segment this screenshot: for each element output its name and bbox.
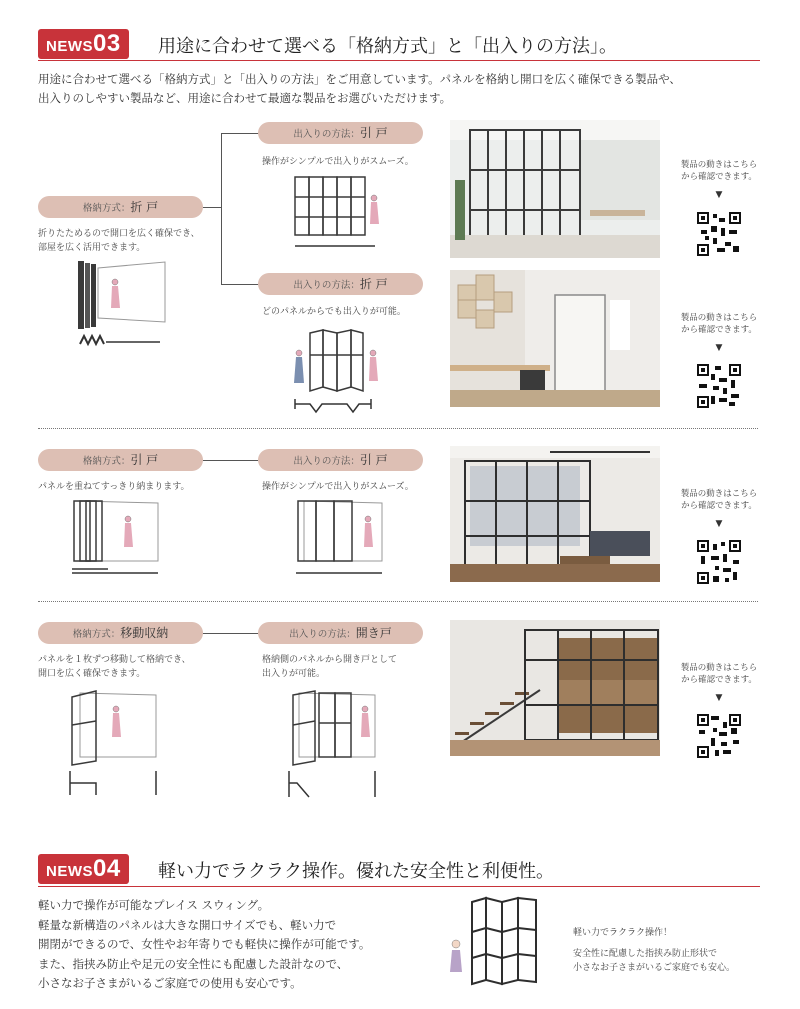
- row3-exit1-desc: [262, 653, 397, 681]
- row2-exit1-desc: 操作がシンプルで出入りがスムーズ。: [262, 482, 414, 492]
- row1-exit1-qr-text: [664, 159, 774, 183]
- news03-intro: [38, 70, 681, 108]
- row1-exit1-pill: [258, 122, 423, 144]
- row1-exit1-desc: 操作がシンプルで出入りがスムーズ。: [262, 157, 414, 167]
- news04-body-line4: また、指挟み防止や足元の安全性にも配慮した設計なので、: [38, 956, 349, 971]
- row1-exit1-photo: [450, 120, 660, 258]
- news04-body: [38, 896, 370, 994]
- row1-exit2-qr-text-line1: 製品の動きはこちら: [680, 313, 758, 323]
- news03-badge-number: 03: [93, 30, 121, 57]
- row1-exit1-qr-text-line2: から確認できます。: [681, 172, 757, 182]
- news04-body-line1: 軽い力で操作が可能なプレイス スウィング。: [38, 898, 270, 912]
- row3-exit1-desc-line2: 出入りが可能。: [262, 669, 326, 679]
- news04-badge-number: 04: [93, 855, 121, 882]
- row1-storage-pill: [38, 196, 203, 218]
- row3-exit1-label: 出入りの方法：: [289, 629, 356, 640]
- news04-caption2-line2: 小さなお子さまがいるご家庭でも安心。: [573, 963, 736, 973]
- news04-badge-prefix: NEWS: [46, 863, 93, 880]
- row2-storage-label: 格納方式：: [82, 456, 131, 467]
- row2-exit1-qr-text-line2: から確認できます。: [681, 501, 757, 511]
- row3-exit1-desc-line1: 格納側のパネルから開き戸として: [262, 655, 398, 665]
- row3-storage-value: 移動収納: [120, 626, 169, 640]
- row1-storage-desc-line1: 折りたためるので開口を広く確保でき、: [38, 229, 200, 239]
- row2-exit1-value: 引 戸: [359, 453, 388, 467]
- news04-caption1: 軽い力でラクラク操作！: [573, 928, 673, 938]
- row3-exit1-qr-text-line2: から確認できます。: [681, 675, 757, 685]
- row3-storage-pill: [38, 622, 203, 644]
- divider-2: [38, 601, 758, 602]
- news04-rule: [38, 886, 760, 887]
- news03-badge-prefix: NEWS: [46, 38, 93, 55]
- row1-exit2-label: 出入りの方法：: [293, 280, 360, 291]
- news04-caption2-line1: 安全性に配慮した指挟み防止形状で: [573, 949, 718, 959]
- row1-exit2-qr-code[interactable]: [697, 364, 741, 408]
- row3-exit1-qr-text: [664, 662, 774, 686]
- row1-connector-vertical: [221, 133, 222, 284]
- news04-caption2: [573, 947, 735, 975]
- row3-exit1-pill: [258, 622, 423, 644]
- row1-storage-desc: [38, 227, 200, 255]
- row2-exit1-qr-arrow: ▼: [715, 519, 723, 529]
- news04-illustration: [440, 892, 560, 992]
- row1-exit1-qr-text-line1: 製品の動きはこちら: [680, 160, 758, 170]
- row1-exit1-label: 出入りの方法：: [293, 129, 360, 140]
- row1-exit1-illustration: [290, 172, 390, 252]
- row2-storage-value: 引 戸: [130, 453, 159, 467]
- row3-connector: [203, 633, 258, 634]
- row1-exit2-qr-text: [664, 312, 774, 336]
- news03-badge: [38, 29, 129, 59]
- row1-exit2-qr-arrow: ▼: [715, 343, 723, 353]
- row3-exit1-qr-code[interactable]: [697, 714, 741, 758]
- row3-storage-desc-line2: 開口を広く確保できます。: [38, 669, 146, 679]
- row3-exit1-qr-text-line1: 製品の動きはこちら: [680, 663, 758, 673]
- row1-connector-stub: [203, 207, 221, 208]
- news04-body-line5: 小さなお子さまがいるご家庭での使用も安心です。: [38, 976, 302, 990]
- news03-rule: [38, 60, 760, 61]
- intro-line-2: 出入りのしやすい製品など、用途に合わせて最適な製品をお選びいただけます。: [38, 91, 452, 105]
- intro-line-1: 用途に合わせて選べる「格納方式」と「出入りの方法」をご用意しています。パネルを格納し開口を広く確保できる製品や、: [38, 72, 681, 86]
- row2-storage-pill: [38, 449, 203, 471]
- news04-body-line2: 軽量な新構造のパネルは大きな開口サイズでも、軽い力で: [38, 917, 337, 932]
- row1-exit2-desc: どのパネルからでも出入りが可能。: [262, 307, 406, 317]
- row2-storage-desc: パネルを重ねてすっきり納まります。: [38, 482, 190, 492]
- row2-exit1-qr-text-line1: 製品の動きはこちら: [680, 489, 758, 499]
- news04-title: 軽い力でラクラク操作。優れた安全性と利便性。: [158, 861, 554, 882]
- row2-exit1-label: 出入りの方法：: [293, 456, 360, 467]
- row1-exit2-photo: [450, 270, 660, 407]
- row3-storage-desc-line1: パネルを１枚ずつ移動して格納でき、: [38, 655, 191, 665]
- news04-body-line3: 開閉ができるので、女性やお年寄りでも軽快に操作が可能です。: [38, 937, 371, 951]
- row1-exit2-qr-text-line2: から確認できます。: [681, 325, 757, 335]
- row1-exit1-value: 引 戸: [359, 126, 388, 140]
- row3-storage-desc: [38, 653, 191, 681]
- row2-exit1-pill: [258, 449, 423, 471]
- row1-storage-value: 折 戸: [130, 200, 159, 214]
- news04-badge: [38, 854, 129, 884]
- row2-exit1-qr-code[interactable]: [697, 540, 741, 584]
- row3-storage-illustration: [66, 685, 166, 803]
- row1-storage-desc-line2: 部屋を広く活用できます。: [38, 243, 146, 253]
- news03-title: 用途に合わせて選べる「格納方式」と「出入りの方法」。: [158, 36, 617, 57]
- row1-exit1-qr-arrow: ▼: [715, 190, 723, 200]
- row2-storage-illustration: [68, 495, 168, 581]
- row3-exit1-illustration: [285, 685, 385, 803]
- row2-exit1-photo: [450, 446, 660, 582]
- row1-exit2-value: 折 戸: [359, 277, 388, 291]
- row1-connector-top: [221, 133, 259, 134]
- row1-storage-illustration: [70, 256, 180, 356]
- row2-exit1-illustration: [292, 495, 392, 581]
- row1-exit2-illustration: [285, 325, 385, 417]
- row1-connector-bottom: [221, 284, 259, 285]
- row2-exit1-qr-text: [664, 488, 774, 512]
- row3-exit1-photo: [450, 620, 660, 756]
- row1-storage-label: 格納方式：: [82, 203, 131, 214]
- row3-exit1-value: 開き戸: [355, 626, 392, 640]
- row3-exit1-qr-arrow: ▼: [715, 693, 723, 703]
- divider-1: [38, 428, 758, 429]
- row1-exit1-qr-code[interactable]: [697, 212, 741, 256]
- row3-storage-label: 格納方式：: [72, 629, 121, 640]
- row2-connector: [203, 460, 258, 461]
- row1-exit2-pill: [258, 273, 423, 295]
